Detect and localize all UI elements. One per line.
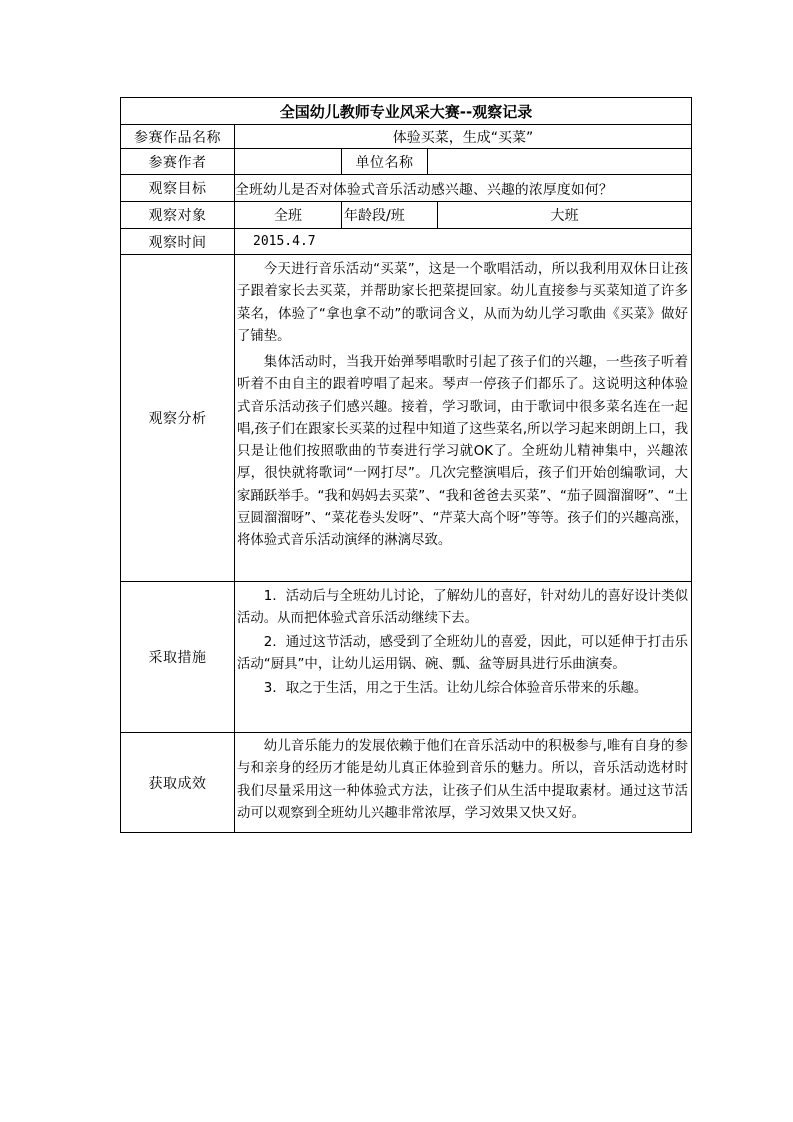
measures-label: 采取措施 [120,581,234,732]
results-content [234,732,691,832]
time-value: 2015.4.7 [234,228,691,254]
time-label: 观察时间 [120,228,234,254]
author-label: 参赛作者 [120,148,234,174]
author-value [234,148,341,174]
goal-value: 全班幼儿是否对体验式音乐活动感兴趣、兴趣的浓厚度如何？ [234,174,691,201]
age-label: 年龄段/班 [341,201,437,228]
unit-label: 单位名称 [341,148,427,174]
work-name-label: 参赛作品名称 [120,124,234,148]
analysis-content [234,254,691,581]
measures-item-3: 3．取之于生活，用之于生活。让幼儿综合体验音乐带来的乐趣。 [263,681,648,696]
measures-content [234,581,691,732]
age-value: 大班 [437,201,691,228]
document-title: 全国幼儿教师专业风采大赛--观察记录 [120,97,691,124]
results-paragraph: 幼儿音乐能力的发展依赖于他们在音乐活动中的积极参与,唯有自身的参与和亲身的经历才能是幼儿真正体验到音乐的魅力。所以，音乐活动选材时我们尽量采用这一种体验式方法，让孩子们从生活中提取素材。通过这节活动可以观察到全班幼儿兴趣非常浓厚，学习效果又快又好。 [237,739,688,821]
measures-item-1: 1．活动后与全班幼儿讨论，了解幼儿的喜好，针对幼儿的喜好设计类似活动。从而把体验式音乐活动继续下去。 [237,589,688,627]
target-value: 全班 [234,201,341,228]
unit-value [427,148,691,174]
analysis-paragraph-1: 今天进行音乐活动“买菜”，这是一个歌唱活动，所以我利用双休日让孩子跟着家长去买菜，并帮助家长把菜提回家。幼儿直接参与买菜知道了许多菜名，体验了“拿也拿不动”的歌词含义，从而为幼儿学习歌曲《买菜》做好了铺垫。 [237,262,688,344]
analysis-paragraph-2: 集体活动时，当我开始弹琴唱歌时引起了孩子们的兴趣，一些孩子听着听着不由自主的跟着哼唱了起来。琴声一停孩子们都乐了。这说明这种体验式音乐活动孩子们感兴趣。接着，学习歌词，由于歌词中很多菜名连在一起唱,孩子们在跟家长买菜的过程中知道了这些菜名,所以学习起来朗朗上口，我只是让他们按照歌曲的节奏进行学习就OK了。全班幼儿精神集中，兴趣浓厚，很快就将歌词“一网打尽”。几次完整演唱后，孩子们开始创编歌词，大家踊跃举手。“我和妈妈去买菜”、“我和爸爸去买菜”、“茄子圆溜溜呀”、“土豆圆溜溜呀”、“菜花卷头发呀”、“芹菜大高个呀”等等。孩子们的兴趣高涨，将体验式音乐活动演绎的淋漓尽致。 [237,355,688,549]
results-label: 获取成效 [120,732,234,832]
target-label: 观察对象 [120,201,234,228]
goal-label: 观察目标 [120,174,234,201]
observation-table [120,97,692,833]
measures-item-2: 2．通过这节活动，感受到了全班幼儿的喜爱，因此，可以延伸于打击乐活动“厨具”中，让幼儿运用锅、碗、瓢、盆等厨具进行乐曲演奏。 [237,635,688,673]
analysis-label: 观察分析 [120,254,234,581]
work-name-value: 体验买菜，生成“买菜” [234,124,691,148]
